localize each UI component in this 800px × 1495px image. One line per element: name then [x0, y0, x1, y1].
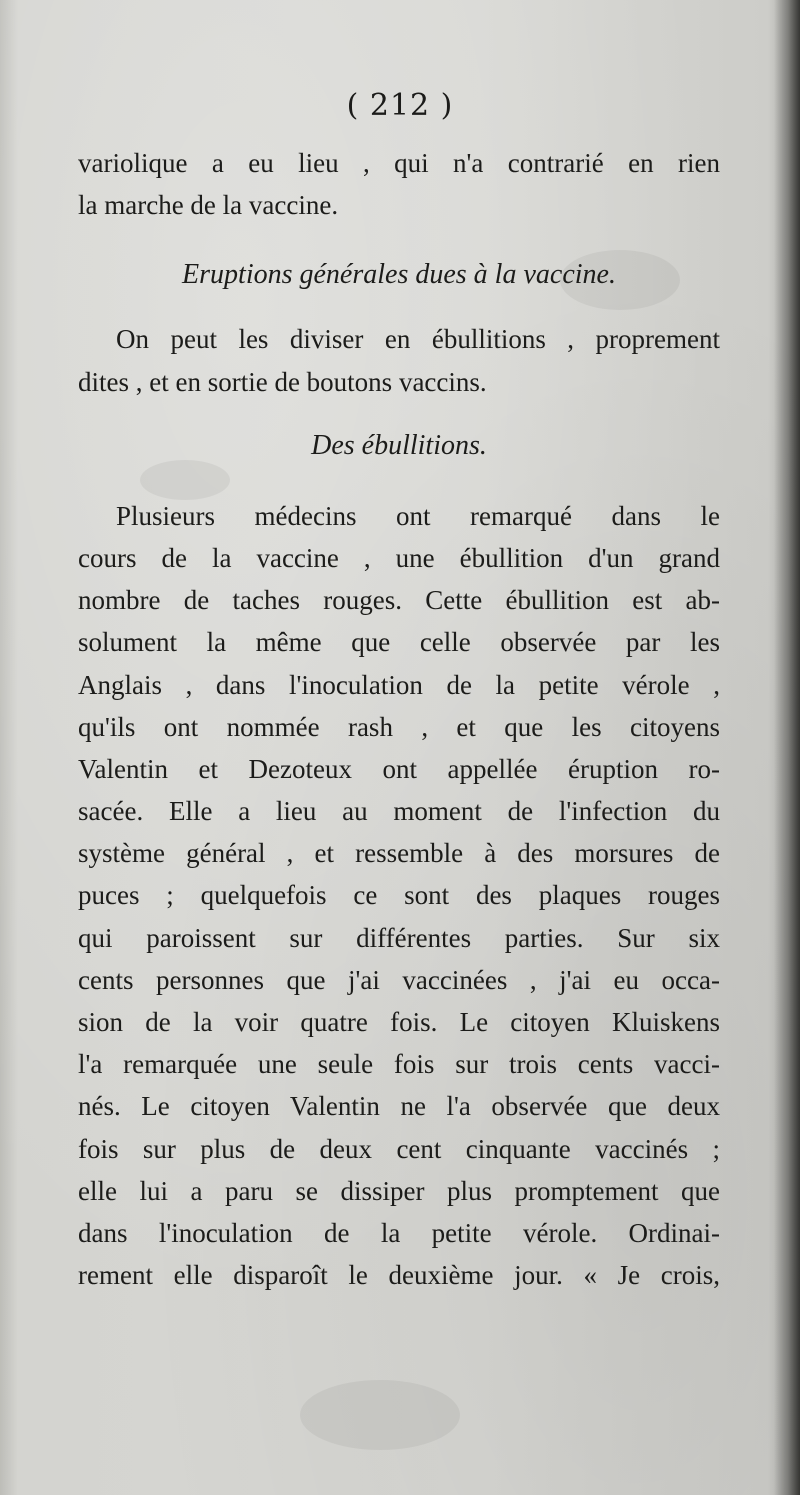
section-heading-ebullitions: Des ébullitions.	[311, 429, 487, 461]
text-line: l'a remarquée une seule fois sur trois cents vacci-	[78, 1049, 720, 1080]
text-line: fois sur plus de deux cent cinquante vaccinés ;	[78, 1133, 720, 1164]
paragraph-continuation	[78, 142, 720, 226]
text-line: elle lui a paru se dissiper plus promptement que	[78, 1175, 720, 1206]
text-line: rement elle disparoît le deuxième jour. « Je crois,	[78, 1260, 720, 1291]
text-line: nombre de taches rouges. Cette ébullition est ab-	[78, 585, 720, 616]
text-line: sacée. Elle a lieu au moment de l'infection du	[78, 796, 720, 827]
page-text	[78, 142, 720, 1296]
paragraph-ebullitions	[78, 495, 720, 1297]
paper-stain	[300, 1380, 460, 1450]
text-line: la marche de la vaccine.	[78, 190, 339, 221]
text-line: sion de la voir quatre fois. Le citoyen Kluiskens	[78, 1007, 720, 1037]
text-line: cents personnes que j'ai vaccinées , j'ai eu occa-	[78, 964, 720, 995]
paragraph-division	[78, 318, 720, 402]
text-line: qui paroissent sur différentes parties. Sur six	[78, 922, 720, 953]
text-line: On peut les diviser en ébullitions , proprement	[116, 324, 720, 355]
page-spine-shadow	[774, 0, 800, 1495]
text-line: puces ; quelquefois ce sont des plaques rouges	[78, 880, 720, 911]
text-line: variolique a eu lieu , qui n'a contrarié en rien	[78, 148, 720, 178]
text-line: dans l'inoculation de la petite vérole. Ordinai-	[78, 1217, 720, 1248]
text-line: nés. Le citoyen Valentin ne l'a observée que deux	[78, 1091, 720, 1122]
text-line: dites , et en sortie de boutons vaccins.	[78, 366, 487, 397]
text-line: solument la même que celle observée par les	[78, 627, 720, 658]
text-line: système général , et ressemble à des morsures de	[78, 838, 720, 869]
text-line: Valentin et Dezoteux ont appellée éruption ro-	[78, 753, 720, 784]
page-number: ( 212 )	[346, 88, 454, 123]
section-heading-eruptions: Eruptions générales dues à la vaccine.	[182, 259, 616, 291]
text-line: qu'ils ont nommée rash , et que les citoyens	[78, 711, 720, 742]
text-line: cours de la vaccine , une ébullition d'un grand	[78, 542, 720, 573]
text-line: Anglais , dans l'inoculation de la petite vérole ,	[78, 669, 720, 700]
text-line: Plusieurs médecins ont remarqué dans le	[116, 500, 720, 531]
